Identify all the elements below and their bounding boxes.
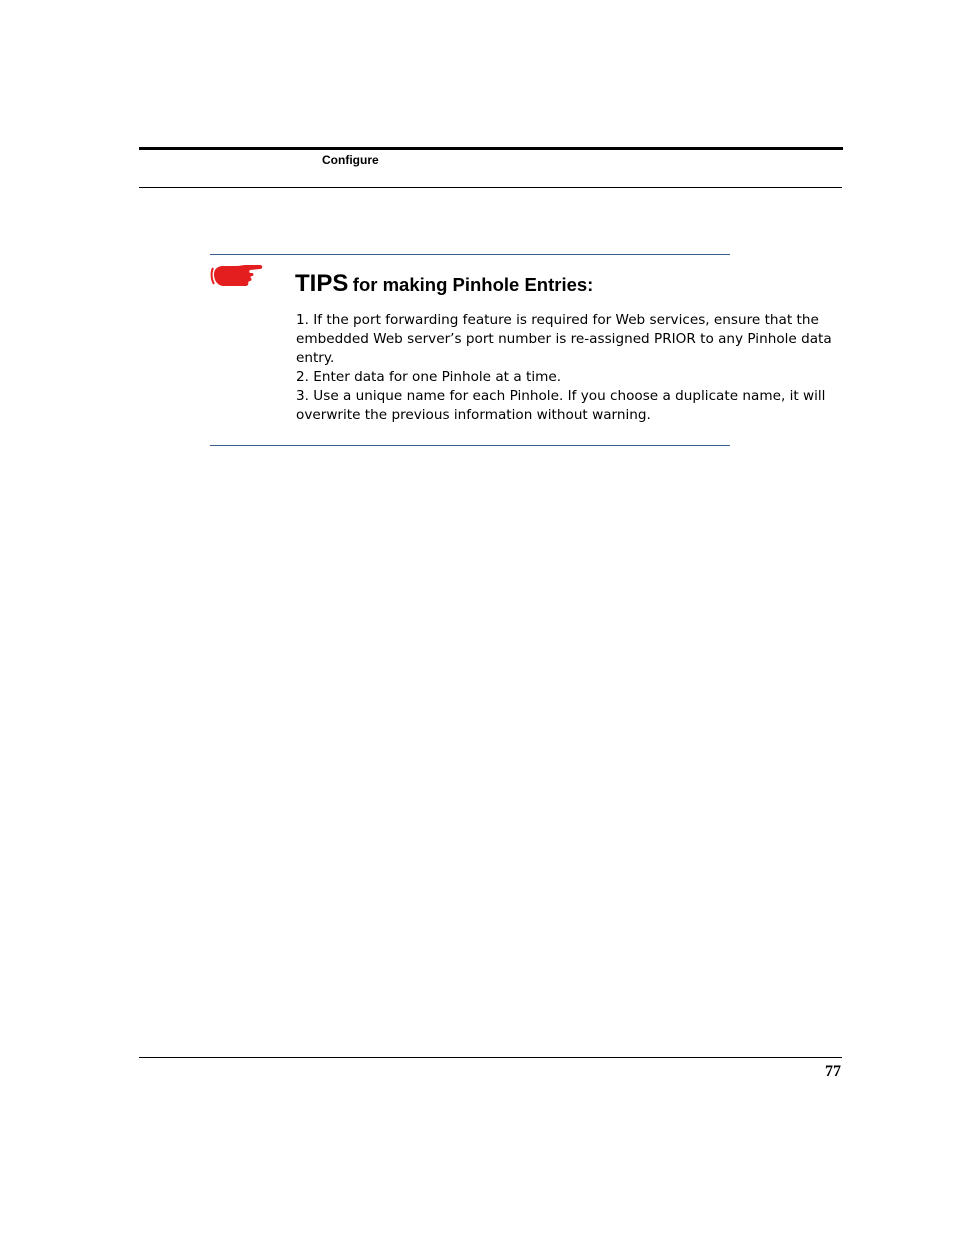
header-rule-thin (139, 187, 842, 188)
running-header: Configure (322, 153, 379, 167)
page-number: 77 (825, 1063, 841, 1080)
footer-rule (139, 1057, 842, 1058)
tips-heading-big: TIPS (295, 270, 349, 297)
tip-rule-bottom (210, 445, 730, 446)
pointing-hand-icon (210, 260, 264, 290)
tips-heading (295, 270, 593, 298)
tip-item: 2. Enter data for one Pinhole at a time. (296, 369, 562, 385)
header-rule-thick (139, 147, 843, 150)
tips-list (296, 311, 836, 425)
tip-item: 1. If the port forwarding feature is required for Web services, ensure that the embedded Web server’s port number is re-assigned PRIOR to any Pinhole data entry. (296, 312, 832, 366)
tip-item: 3. Use a unique name for each Pinhole. If you choose a duplicate name, it will overwrite the previous information without warning. (296, 388, 826, 423)
tip-rule-top (210, 254, 730, 255)
tips-heading-rest: for making Pinhole Entries: (352, 274, 594, 295)
